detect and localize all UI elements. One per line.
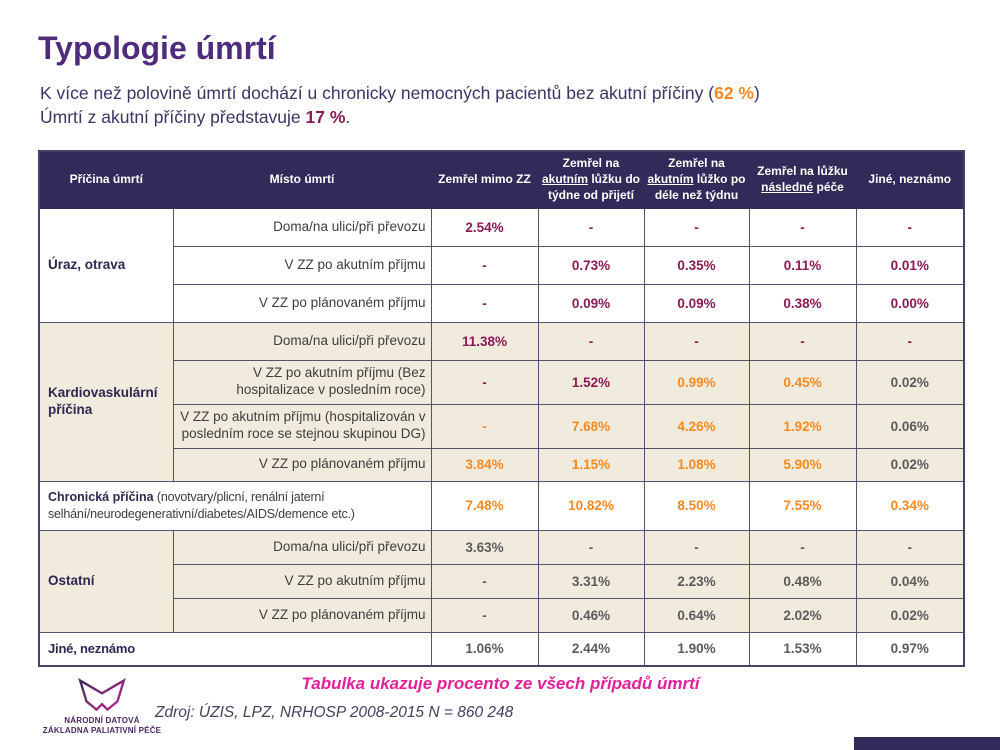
value-cell: 4.26% xyxy=(644,404,749,448)
intro-17-percent: 17 % xyxy=(305,107,346,127)
place-cell: Doma/na ulici/při převozu xyxy=(173,322,431,360)
value-cell: 0.45% xyxy=(749,360,856,404)
table-row xyxy=(39,564,964,598)
value-cell: - xyxy=(538,208,644,246)
value-cell: - xyxy=(644,530,749,564)
value-cell: - xyxy=(856,322,964,360)
header-acute-week-pre: Zemřel na xyxy=(562,156,620,171)
table-row xyxy=(39,598,964,632)
group-cell-injury: Úraz, otrava xyxy=(39,208,173,322)
header-aftercare xyxy=(749,151,856,208)
place-cell: Doma/na ulici/při převozu xyxy=(173,530,431,564)
value-cell: 0.48% xyxy=(749,564,856,598)
value-cell: - xyxy=(431,284,538,322)
value-cell: 0.01% xyxy=(856,246,964,284)
value-cell: 1.08% xyxy=(644,448,749,481)
value-cell: - xyxy=(749,530,856,564)
header-acute-longer-post: lůžko po déle než týdnu xyxy=(654,171,746,202)
place-cell: V ZZ po akutním příjmu xyxy=(173,246,431,284)
header-other-unknown: Jiné, neznámo xyxy=(856,151,964,208)
value-cell: 3.63% xyxy=(431,530,538,564)
table-note: Tabulka ukazuje procento ze všech případů úmrtí xyxy=(301,674,700,693)
table-row xyxy=(39,208,964,246)
value-cell: 0.97% xyxy=(856,632,964,666)
header-aftercare-underlined: následné xyxy=(761,179,814,194)
intro-line2-pre: Úmrtí z akutní příčiny představuje xyxy=(40,107,306,127)
value-cell: 0.02% xyxy=(856,598,964,632)
intro-text xyxy=(40,81,760,129)
page-title: Typologie úmrtí xyxy=(38,30,276,66)
value-cell: 7.55% xyxy=(749,481,856,530)
intro-line1-post: ) xyxy=(753,83,760,103)
intro-line-2 xyxy=(40,105,760,129)
chronic-label-bold: Chronická příčina xyxy=(48,490,154,505)
group-cell-unknown: Jiné, neznámo xyxy=(39,632,431,666)
header-acute-week-underlined: akutním xyxy=(541,171,588,186)
value-cell: 0.34% xyxy=(856,481,964,530)
value-cell: 2.23% xyxy=(644,564,749,598)
table-row xyxy=(39,404,964,448)
header-outside-zz: Zemřel mimo ZZ xyxy=(431,151,538,208)
value-cell: 0.73% xyxy=(538,246,644,284)
header-acute-longer xyxy=(644,151,749,208)
table-row xyxy=(39,448,964,481)
intro-line2-post: . xyxy=(345,107,351,127)
intro-62-percent: 62 % xyxy=(714,83,754,103)
value-cell: - xyxy=(538,322,644,360)
header-place: Místo úmrtí xyxy=(173,151,431,208)
value-cell: - xyxy=(431,564,538,598)
header-acute-week-post: lůžku do týdne od přijetí xyxy=(547,171,640,202)
death-typology-table xyxy=(38,150,965,667)
header-acute-longer-pre: Zemřel na xyxy=(668,156,725,171)
value-cell: 0.04% xyxy=(856,564,964,598)
value-cell: 3.31% xyxy=(538,564,644,598)
corner-accent-bar xyxy=(854,737,1000,750)
intro-line1-pre: K více než polovině úmrtí dochází u chronicky nemocných pacientů bez akutní příčiny ( xyxy=(40,83,715,103)
place-cell: V ZZ po plánovaném příjmu xyxy=(173,284,431,322)
header-aftercare-post: péče xyxy=(813,179,844,194)
value-cell: 0.38% xyxy=(749,284,856,322)
table-row xyxy=(39,530,964,564)
value-cell: 2.54% xyxy=(431,208,538,246)
value-cell: - xyxy=(856,208,964,246)
value-cell: 8.50% xyxy=(644,481,749,530)
table-row xyxy=(39,246,964,284)
value-cell: 0.09% xyxy=(644,284,749,322)
value-cell: - xyxy=(431,404,538,448)
value-cell: 11.38% xyxy=(431,322,538,360)
place-cell: V ZZ po akutním příjmu (Bez hospitalizace v posledním roce) xyxy=(173,360,431,404)
source-citation: Zdroj: ÚZIS, LPZ, NRHOSP 2008-2015 N = 860 248 xyxy=(155,704,514,721)
value-cell: 1.15% xyxy=(538,448,644,481)
value-cell: - xyxy=(644,322,749,360)
value-cell: 0.06% xyxy=(856,404,964,448)
header-cause: Příčina úmrtí xyxy=(39,151,173,208)
value-cell: - xyxy=(644,208,749,246)
table-row xyxy=(39,284,964,322)
npz-logo xyxy=(28,676,176,737)
value-cell: 2.02% xyxy=(749,598,856,632)
value-cell: 1.52% xyxy=(538,360,644,404)
value-cell: - xyxy=(856,530,964,564)
value-cell: 0.35% xyxy=(644,246,749,284)
logo-text-line2: ZÁKLADNA PALIATIVNÍ PÉČE xyxy=(42,726,162,736)
value-cell: 3.84% xyxy=(431,448,538,481)
place-cell: V ZZ po plánovaném příjmu xyxy=(173,448,431,481)
value-cell: 0.00% xyxy=(856,284,964,322)
value-cell: 7.48% xyxy=(431,481,538,530)
chronic-label-detail: (novotvary/plicní, renální jaterní selhání/neurodegenerativní/diabetes/AIDS/demence etc.) xyxy=(48,490,355,521)
value-cell: 0.99% xyxy=(644,360,749,404)
intro-line-1 xyxy=(40,81,760,105)
table-header-row xyxy=(39,151,964,208)
value-cell: - xyxy=(749,322,856,360)
value-cell: 1.90% xyxy=(644,632,749,666)
place-cell: V ZZ po plánovaném příjmu xyxy=(173,598,431,632)
value-cell: 10.82% xyxy=(538,481,644,530)
group-cell-cardio: Kardiovaskulární příčina xyxy=(39,322,173,481)
value-cell: 0.02% xyxy=(856,448,964,481)
group-cell-chronic xyxy=(39,481,431,530)
value-cell: 0.46% xyxy=(538,598,644,632)
header-aftercare-pre: Zemřel na lůžku xyxy=(757,164,848,179)
table-row xyxy=(39,632,964,666)
value-cell: - xyxy=(538,530,644,564)
logo-text-line1: NÁRODNÍ DATOVÁ xyxy=(64,716,140,725)
place-cell: Doma/na ulici/při převozu xyxy=(173,208,431,246)
value-cell: 0.64% xyxy=(644,598,749,632)
butterfly-logo-icon xyxy=(28,676,176,716)
value-cell: - xyxy=(431,360,538,404)
value-cell: 1.92% xyxy=(749,404,856,448)
value-cell: - xyxy=(431,598,538,632)
value-cell: - xyxy=(749,208,856,246)
value-cell: 7.68% xyxy=(538,404,644,448)
header-acute-longer-underlined: akutním xyxy=(647,171,694,186)
value-cell: 2.44% xyxy=(538,632,644,666)
value-cell: 1.53% xyxy=(749,632,856,666)
value-cell: 0.09% xyxy=(538,284,644,322)
place-cell: V ZZ po akutním příjmu xyxy=(173,564,431,598)
table-row xyxy=(39,481,964,530)
value-cell: 0.02% xyxy=(856,360,964,404)
value-cell: 5.90% xyxy=(749,448,856,481)
value-cell: - xyxy=(431,246,538,284)
group-cell-other: Ostatní xyxy=(39,530,173,632)
header-acute-week xyxy=(538,151,644,208)
value-cell: 1.06% xyxy=(431,632,538,666)
table-row xyxy=(39,360,964,404)
place-cell: V ZZ po akutním příjmu (hospitalizován v posledním roce se stejnou skupinou DG) xyxy=(173,404,431,448)
value-cell: 0.11% xyxy=(749,246,856,284)
table-row xyxy=(39,322,964,360)
